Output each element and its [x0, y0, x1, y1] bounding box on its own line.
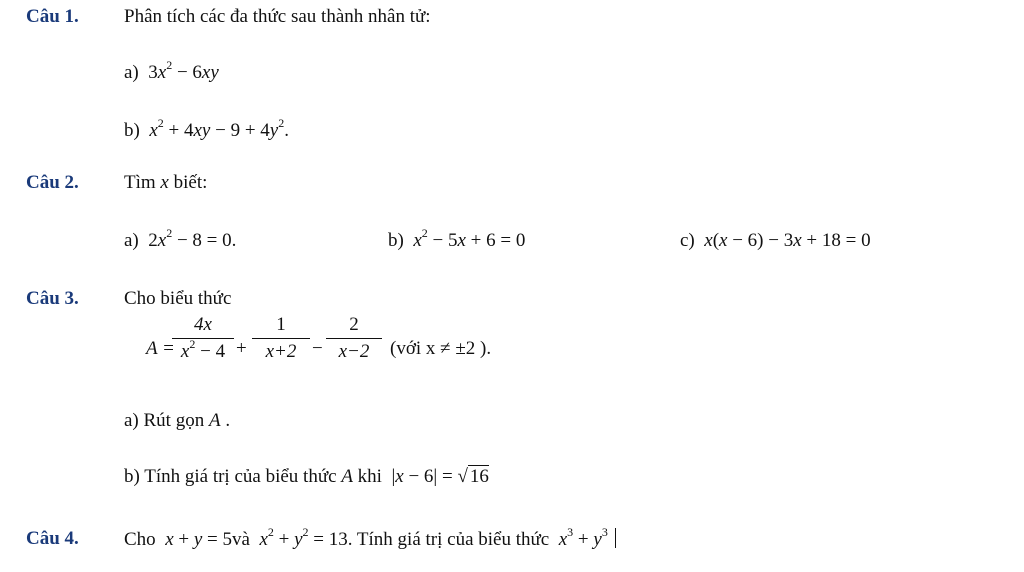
- numerator: 1: [276, 314, 286, 335]
- question-4-label: Câu 4.: [26, 528, 79, 549]
- math-expression: $x^2 - 5x + 6 = 0$: [413, 226, 526, 251]
- fraction-3: [326, 314, 382, 363]
- punctuation: .: [231, 230, 237, 251]
- question-2-prompt: [124, 172, 207, 194]
- prompt-text: . Tính giá trị của biểu thức: [347, 529, 550, 550]
- part-text: khi: [357, 466, 382, 487]
- prompt-text: biết:: [173, 172, 208, 193]
- question-2b: [388, 226, 526, 252]
- fraction-bar: [252, 338, 310, 339]
- math-expression: |x − 6| = √ 16: [386, 466, 489, 487]
- part-label: c): [680, 230, 695, 251]
- math-expression: x(x − 6) − 3x + 18 = 0: [704, 230, 871, 251]
- math-expression: = 13: [313, 529, 348, 550]
- text-cursor: [615, 528, 616, 548]
- prompt-text: Cho: [124, 529, 156, 550]
- fraction-1: [172, 314, 234, 363]
- math-expression: $3x^2 - 6xy$: [143, 58, 219, 83]
- part-label: a): [124, 62, 139, 83]
- part-text: b) Tính giá trị của biểu thức: [124, 466, 337, 487]
- math-expression: $x^3 + y^3$: [558, 525, 608, 550]
- math-expression: $2x^2 - 8 = 0$: [143, 226, 232, 251]
- question-1-label: Câu 1.: [26, 6, 79, 27]
- question-3b: [124, 466, 489, 488]
- fraction-2: [252, 314, 310, 363]
- question-2a: [124, 226, 237, 252]
- question-1b: [124, 116, 289, 142]
- condition: [390, 338, 491, 360]
- prompt-text: và: [232, 529, 250, 550]
- question-1a: [124, 58, 219, 84]
- question-3a: [124, 410, 230, 432]
- math-expression: x + y = 5: [165, 529, 232, 550]
- part-label: a): [124, 230, 139, 251]
- fraction-bar: [172, 338, 234, 339]
- question-4-text: [124, 525, 616, 551]
- punctuation: .: [225, 410, 231, 431]
- plus-sign: +: [236, 338, 247, 359]
- denominator: x+2: [265, 341, 297, 362]
- minus-sign: −: [312, 338, 323, 359]
- question-1-prompt: Phân tích các đa thức sau thành nhân tử:: [124, 6, 431, 27]
- condition-math: x ≠ ±2: [425, 338, 476, 359]
- numerator: 2: [349, 314, 359, 335]
- variable: A: [208, 410, 221, 431]
- question-2c: [680, 230, 871, 252]
- punctuation: .: [284, 120, 289, 141]
- part-label: b): [124, 120, 140, 141]
- question-3-prompt: Cho biểu thức: [124, 288, 232, 309]
- denominator: $x^2 - 4$: [180, 337, 226, 362]
- part-label: b): [388, 230, 404, 251]
- math-expression: $x^2 + y^2$: [259, 525, 309, 550]
- question-2-label: Câu 2.: [26, 172, 79, 193]
- fraction-bar: [326, 338, 382, 339]
- question-3-label: Câu 3.: [26, 288, 79, 309]
- variable: x: [160, 172, 169, 193]
- variable-A: A =: [146, 338, 175, 359]
- condition-text: ).: [480, 338, 492, 359]
- part-text: a) Rút gọn: [124, 410, 205, 431]
- condition-text: (với: [390, 338, 422, 359]
- math-expression: $x^2 + 4xy - 9 + 4y^2$: [149, 116, 285, 141]
- denominator: x−2: [338, 341, 370, 362]
- sqrt-argument: 16: [469, 466, 489, 487]
- prompt-text: Tìm: [124, 172, 156, 193]
- numerator: 4x: [194, 314, 212, 335]
- expression-lhs: [146, 338, 175, 360]
- variable: A: [341, 466, 353, 487]
